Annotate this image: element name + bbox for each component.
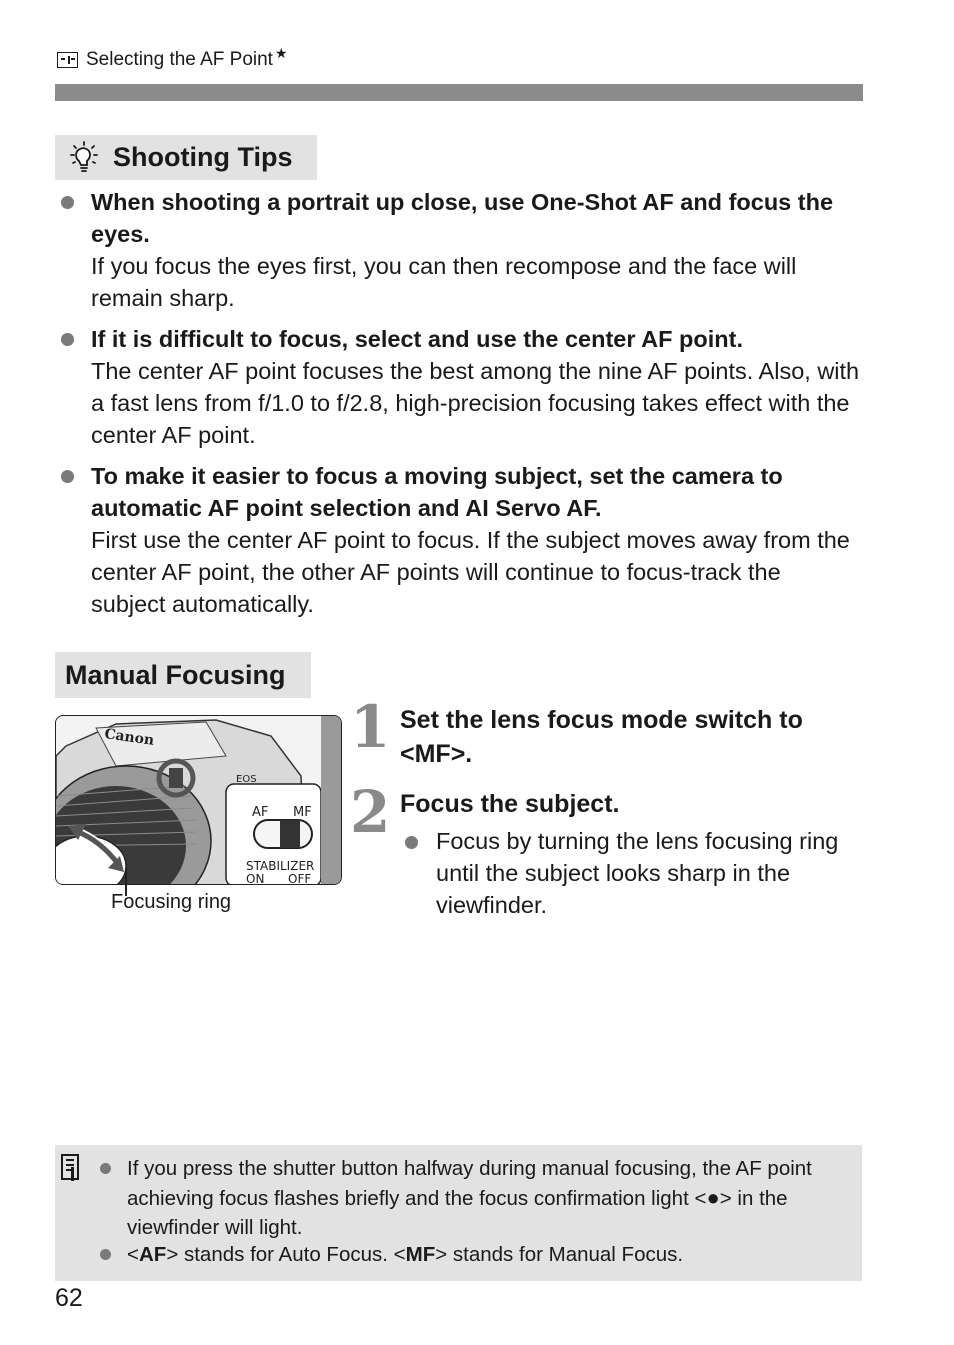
tip-text: If you focus the eyes first, you can then recompose and the face will remain sharp. [91,253,797,311]
manual-focusing-heading [55,652,311,698]
note-text: > stands for Manual Focus. [435,1243,684,1266]
stabilizer-off-label: OFF [288,872,312,885]
image-caption: Focusing ring [111,891,232,913]
shooting-tips-heading [55,135,317,180]
tip-heading: When shooting a portrait up close, use One-Shot AF and focus the eyes. [91,189,834,247]
step-title: Set the lens focus mode switch to <MF>. [400,706,803,768]
page-number: 62 [55,1284,83,1312]
header-title: Selecting the AF Point [86,49,273,70]
tip-item [60,323,860,451]
af-abbrev: AF [138,1243,167,1266]
bullet-icon [100,1249,111,1260]
bullet-icon [61,333,74,346]
tip-text: First use the center AF point to focus. If the subject moves away from the center AF point, the other AF points will continue to focus-track the subject automatically. [91,527,850,617]
stabilizer-on-label: ON [246,872,265,885]
step-text: Focus by turning the lens focusing ring until the subject looks sharp in the viewfinder. [436,828,839,918]
tip-heading: If it is difficult to focus, select and use the center AF point. [91,326,743,352]
stabilizer-label: STABILIZER [246,859,315,873]
note-item [98,1154,838,1242]
running-header [57,44,288,71]
star-icon: ★ [274,44,288,61]
tip-heading: To make it easier to focus a moving subject, set the camera to automatic AF point selection and AI Servo AF. [91,463,783,521]
switch-mf-label: MF [293,805,312,820]
camera-lens-illustration [55,715,342,885]
camera-drawing [56,716,342,885]
note-text: If you press the shutter button halfway during manual focusing, the AF point achieving focus flashes briefly and the focus confirmation light < [127,1157,812,1210]
note-text: > stands for Auto Focus. < [166,1243,406,1266]
bullet-icon [100,1163,111,1174]
note-text: < [127,1243,139,1266]
switch-af-label: AF [252,805,269,820]
light-bulb-icon [67,141,101,175]
tip-item [60,186,860,314]
shooting-tips-title: Shooting Tips [113,142,293,172]
memo-icon [61,1154,79,1180]
brand-logo: Canon [103,726,156,749]
step-title: Focus the subject. [400,790,620,818]
bullet-icon [61,196,74,209]
bullet-icon [61,470,74,483]
focus-confirmation-icon: ● [706,1185,720,1210]
step-number: 1 [350,693,391,761]
af-point-icon [57,52,78,68]
note-text: > in the viewfinder will light. [127,1187,788,1239]
manual-focusing-title: Manual Focusing [65,659,286,690]
tip-text: The center AF point focuses the best among the nine AF points. Also, with a fast lens from f/1.0 to f/2.8, high-precision focusing takes effect with the center AF point. [91,358,860,448]
model-label: EOS [236,774,257,785]
header-rule [55,84,863,101]
tip-item [60,460,860,620]
mf-abbrev: MF [405,1243,436,1266]
note-item [98,1240,838,1269]
step-number: 2 [350,778,391,846]
bullet-icon [405,836,418,849]
note-box [55,1145,862,1281]
